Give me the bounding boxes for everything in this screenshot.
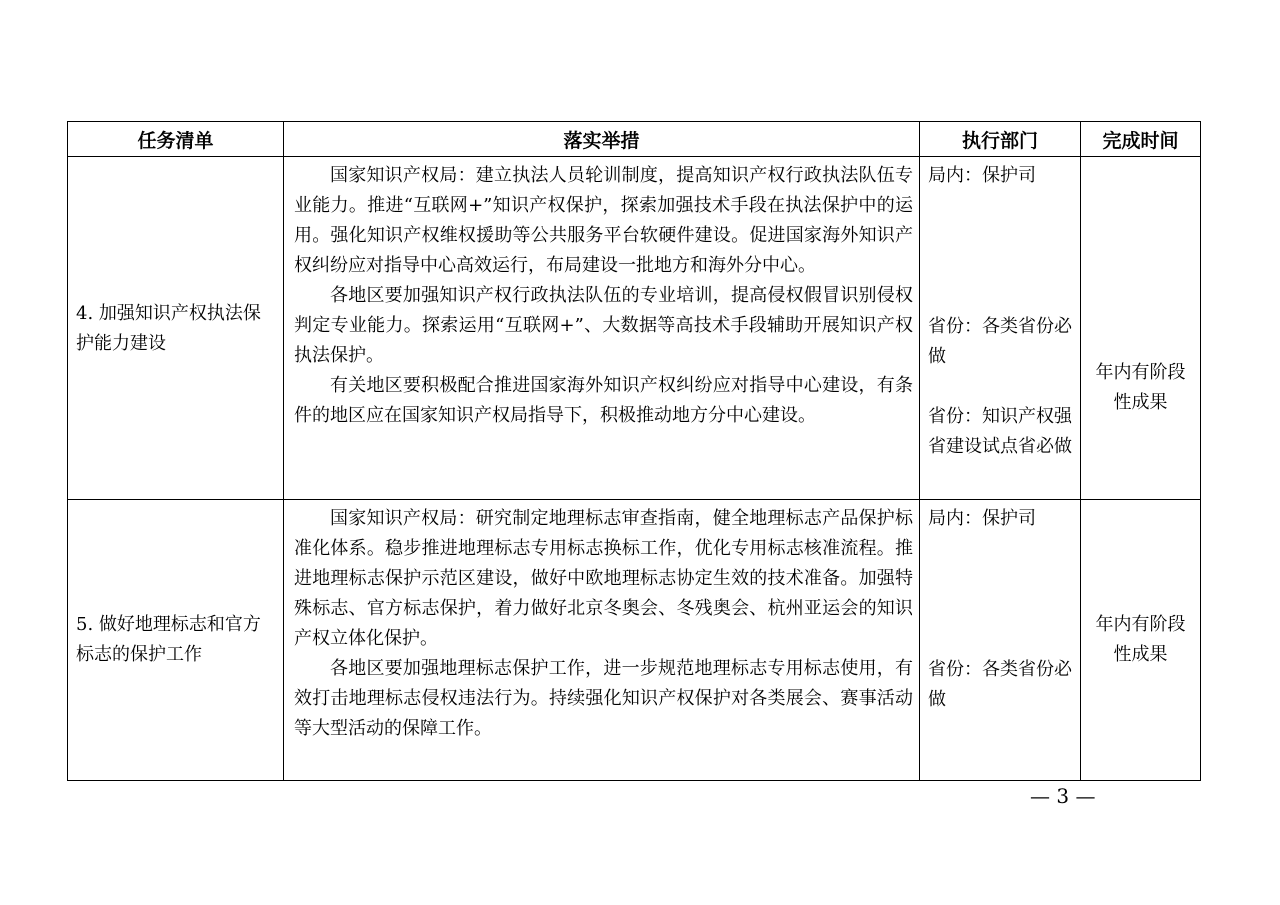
measures-cell <box>284 500 919 780</box>
task-table <box>67 121 1201 781</box>
department-entry: 局内：保护司 <box>928 165 1036 186</box>
department-entry: 省份：知识产权强省建设试点省必做 <box>928 406 1072 457</box>
completion-time: 年内有阶段性成果 <box>1095 614 1186 665</box>
page-number: — 3 — <box>1030 784 1096 808</box>
header-task-list: 任务清单 <box>68 122 284 157</box>
measure-paragraph: 国家知识产权局：研究制定地理标志审查指南，健全地理标志产品保护标准化体系。稳步推进地理标志专用标志换标工作，优化专用标志核准流程。推进地理标志保护示范区建设，做好中欧地理标志协定生效的技术准备。加强特殊标志、官方标志保护，着力做好北京冬奥会、冬残奥会、杭州亚运会的知识产权立体化保护。 <box>294 508 913 649</box>
measure-paragraph: 有关地区要积极配合推进国家海外知识产权纠纷应对指导中心建设，有条件的地区应在国家知识产权局指导下，积极推动地方分中心建设。 <box>294 375 913 426</box>
table-row <box>68 157 1201 500</box>
task-name: 4. 加强知识产权执法保护能力建设 <box>76 303 261 354</box>
task-name: 5. 做好地理标志和官方标志的保护工作 <box>76 614 261 665</box>
header-department: 执行部门 <box>920 122 1081 157</box>
department-entry: 局内：保护司 <box>928 508 1036 529</box>
table-header-row <box>68 122 1201 157</box>
department-entry: 省份：各类省份必做 <box>928 316 1072 367</box>
header-measures: 落实举措 <box>284 122 920 157</box>
measures-cell <box>284 157 919 499</box>
completion-time: 年内有阶段性成果 <box>1095 362 1186 413</box>
measure-paragraph: 各地区要加强地理标志保护工作，进一步规范地理标志专用标志使用，有效打击地理标志侵权违法行为。持续强化知识产权保护对各类展会、赛事活动等大型活动的保障工作。 <box>294 658 913 739</box>
department-entry: 省份：各类省份必做 <box>928 659 1072 710</box>
measure-paragraph: 国家知识产权局：建立执法人员轮训制度，提高知识产权行政执法队伍专业能力。推进“互联网+”知识产权保护，探索加强技术手段在执法保护中的运用。强化知识产权维权援助等公共服务平台软硬件建设。促进国家海外知识产权纠纷应对指导中心高效运行，布局建设一批地方和海外分中心。 <box>294 165 913 276</box>
measure-paragraph: 各地区要加强知识产权行政执法队伍的专业培训，提高侵权假冒识别侵权判定专业能力。探索运用“互联网+”、大数据等高技术手段辅助开展知识产权执法保护。 <box>294 285 913 366</box>
header-completion-time: 完成时间 <box>1081 122 1201 157</box>
table-row <box>68 500 1201 781</box>
